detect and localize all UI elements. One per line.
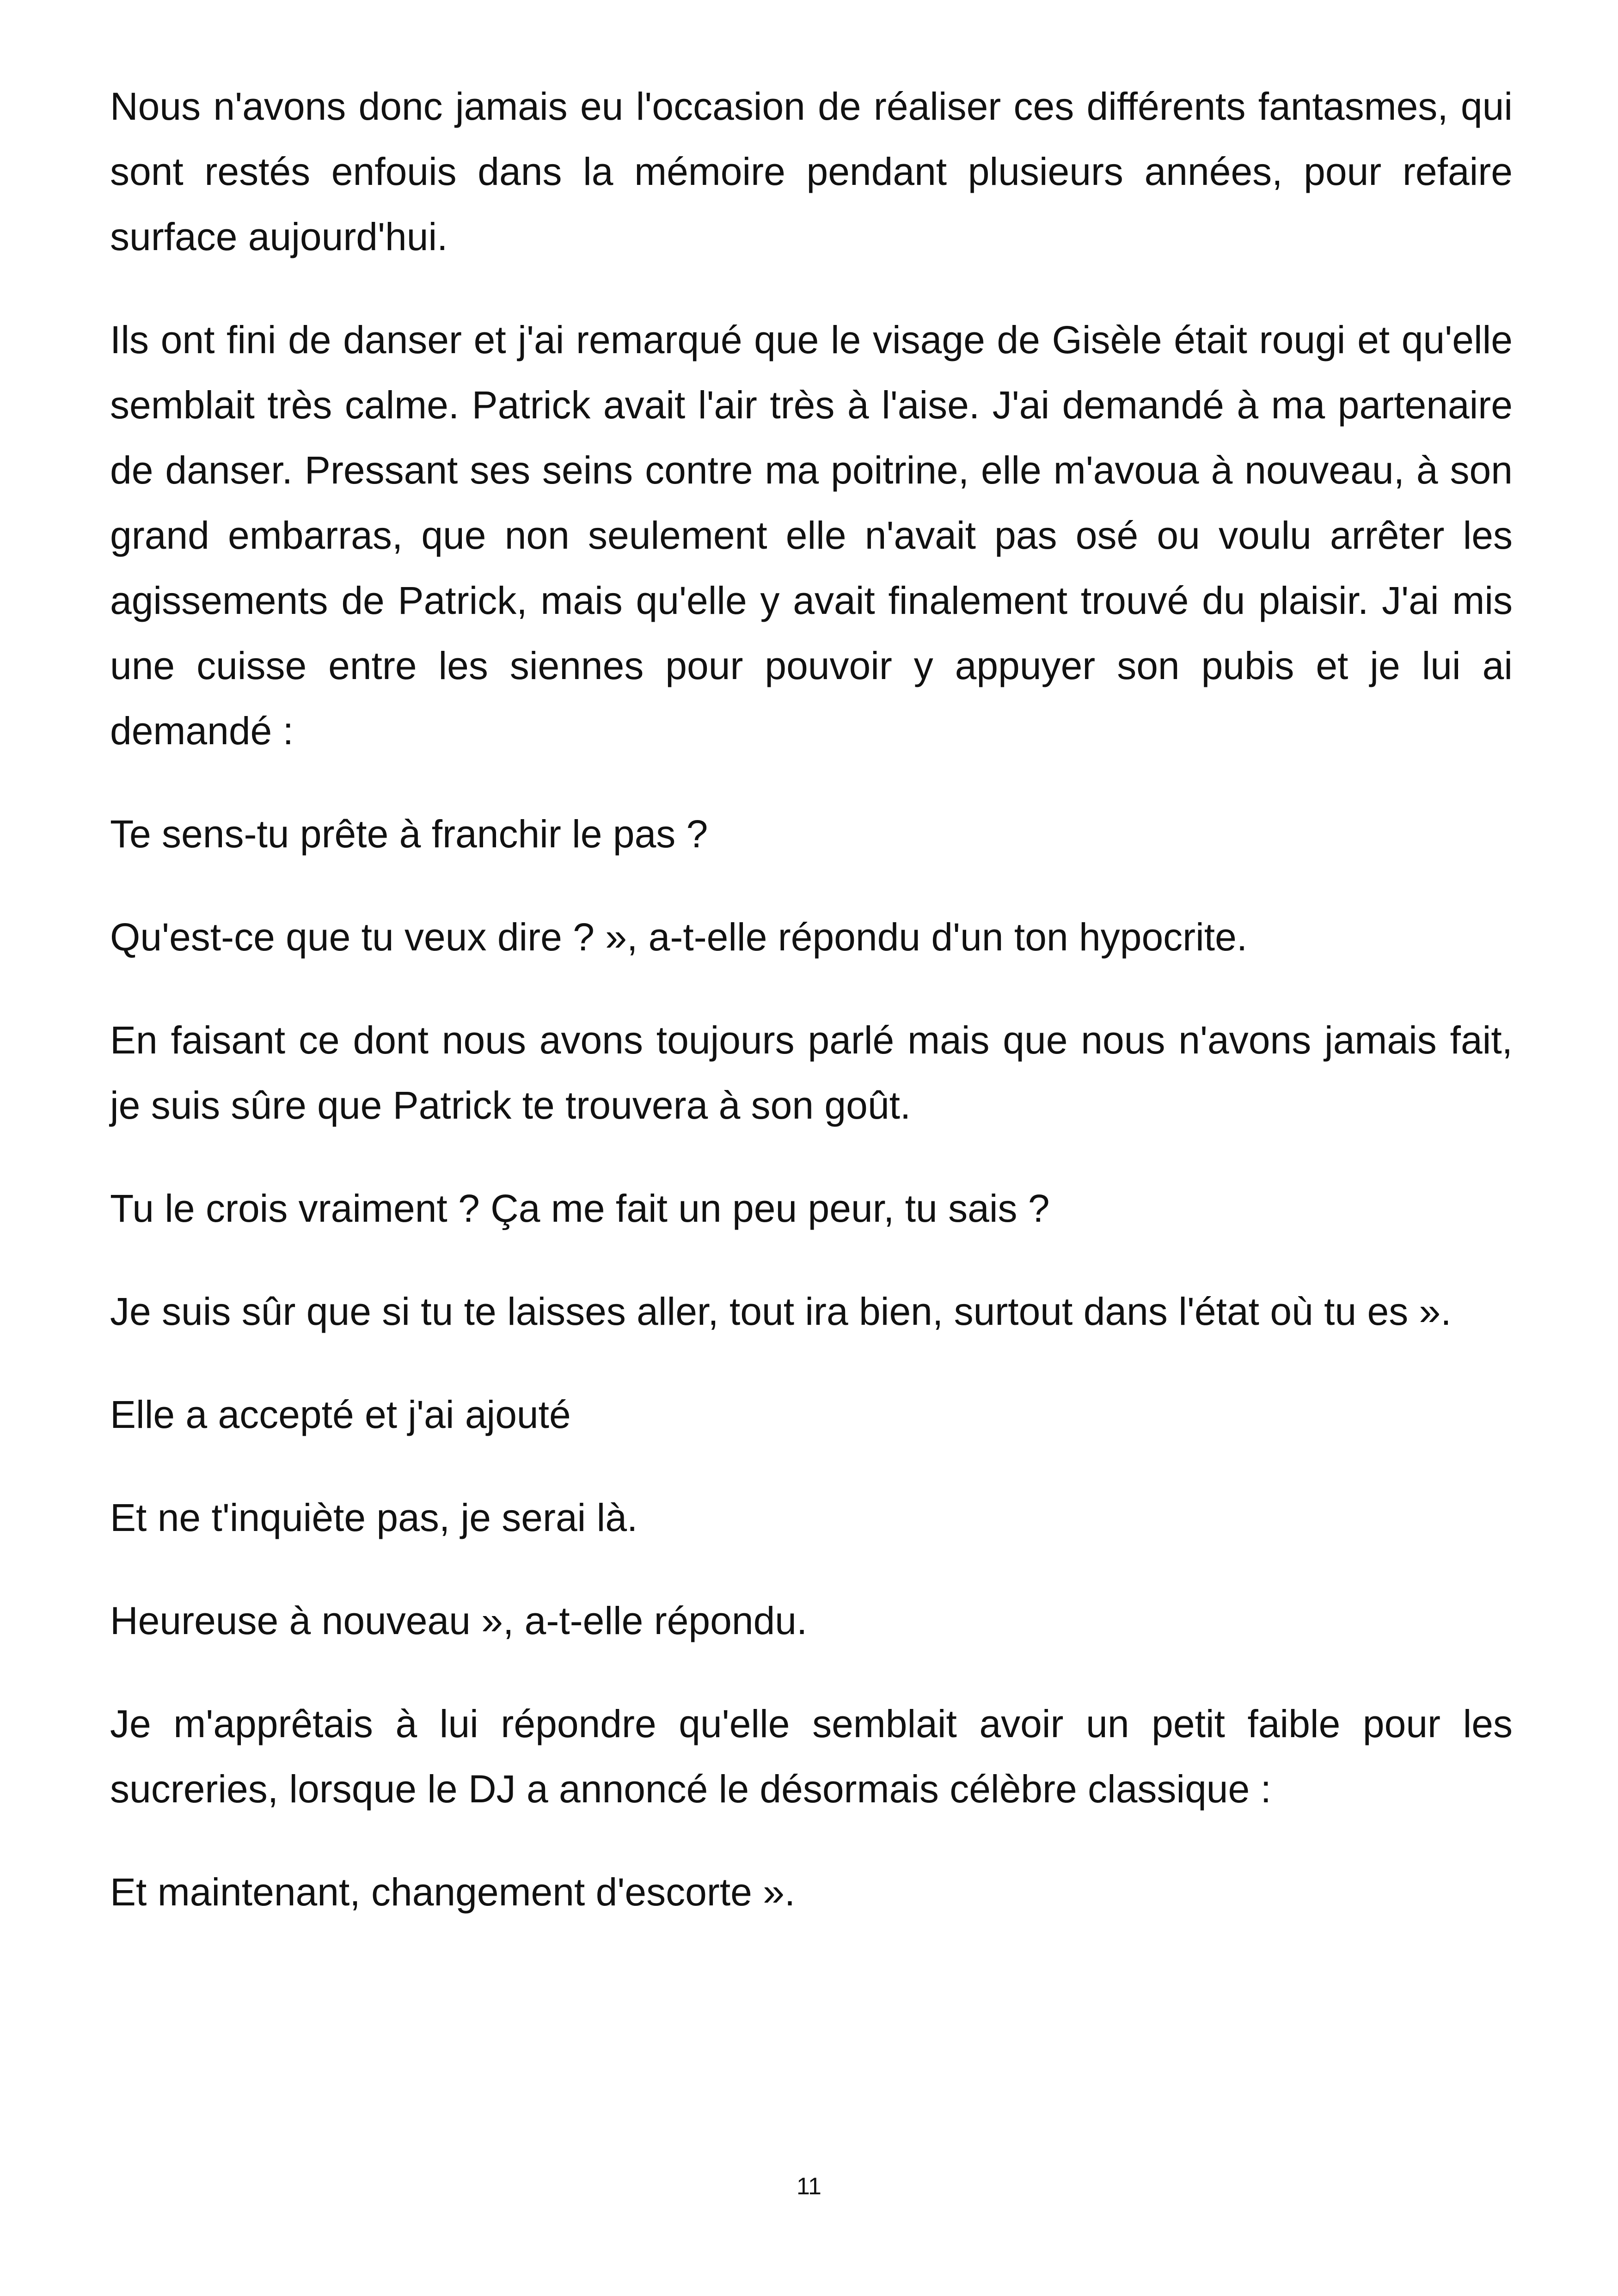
paragraph-6: Tu le crois vraiment ? Ça me fait un peu peur, tu sais ? — [110, 1187, 1050, 1230]
paragraph-4: Qu'est-ce que tu veux dire ? », a-t-elle répondu d'un ton hypocrite. — [110, 915, 1248, 959]
paragraph-12: Et maintenant, changement d'escorte ». — [110, 1870, 796, 1914]
page-body — [110, 74, 1513, 1963]
paragraph-8: Elle a accepté et j'ai ajouté — [110, 1393, 571, 1436]
paragraph-7: Je suis sûr que si tu te laisses aller, tout ira bien, surtout dans l'état où tu es ». — [110, 1290, 1452, 1333]
paragraph-3: Te sens-tu prête à franchir le pas ? — [110, 812, 708, 856]
paragraph-9: Et ne t'inquiète pas, je serai là. — [110, 1496, 638, 1539]
paragraph-10: Heureuse à nouveau », a-t-elle répondu. — [110, 1599, 808, 1642]
paragraph-11: Je m'apprêtais à lui répondre qu'elle semblait avoir un petit faible pour les sucreries, lorsque le DJ a annoncé le désormais célèbre classique : — [110, 1702, 1513, 1811]
paragraph-2: Ils ont fini de danser et j'ai remarqué que le visage de Gisèle était rougi et qu'elle semblait très calme. Patrick avait l'air très à l'aise. J'ai demandé à ma partenaire de danser. Pressant ses seins contre ma poitrine, elle m'avoua à nouveau, à son grand embarras, que non seulement elle n'avait pas osé ou voulu arrêter les agissements de Patrick, mais qu'elle y avait finalement trouvé du plaisir. J'ai mis une cuisse entre les siennes pour pouvoir y appuyer son pubis et je lui ai demandé : — [110, 318, 1513, 753]
paragraph-5: En faisant ce dont nous avons toujours parlé mais que nous n'avons jamais fait, je suis sûre que Patrick te trouvera à son goût. — [110, 1018, 1513, 1127]
page-number: 11 — [797, 2173, 821, 2200]
paragraph-1: Nous n'avons donc jamais eu l'occasion de réaliser ces différents fantasmes, qui sont restés enfouis dans la mémoire pendant plusieurs années, pour refaire surface aujourd'hui. — [110, 85, 1513, 258]
